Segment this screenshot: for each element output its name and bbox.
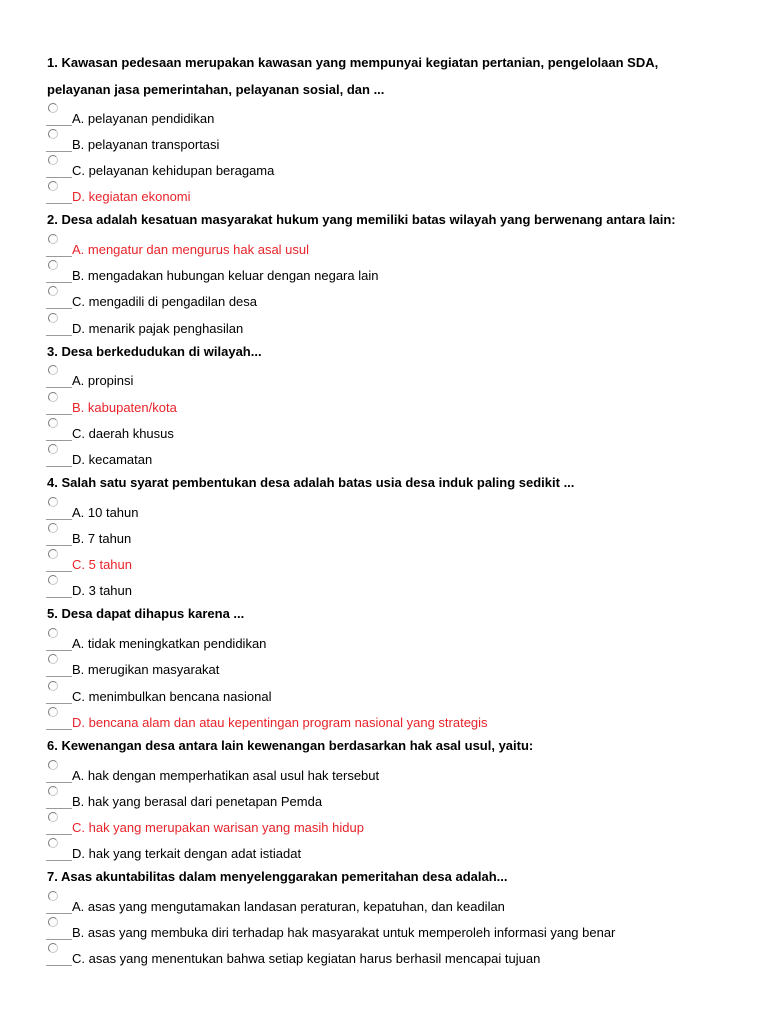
option-1a[interactable] — [46, 102, 746, 128]
radio-button[interactable] — [46, 496, 72, 522]
radio-circle-icon — [48, 444, 58, 454]
radio-circle-icon — [48, 260, 58, 270]
option-6a[interactable] — [46, 759, 746, 785]
option-label: B. 7 tahun — [72, 531, 132, 546]
option-4b[interactable] — [46, 522, 746, 548]
option-label: B. asas yang membuka diri terhadap hak masyarakat untuk memperoleh informasi yang benar — [72, 925, 616, 940]
option-label: A. asas yang mengutamakan landasan peraturan, kepatuhan, dan keadilan — [72, 899, 505, 914]
radio-circle-icon — [48, 786, 58, 796]
radio-circle-icon — [48, 917, 58, 927]
option-3c[interactable] — [46, 417, 746, 443]
radio-button[interactable] — [46, 916, 72, 942]
radio-button[interactable] — [46, 785, 72, 811]
option-5c[interactable] — [46, 680, 746, 706]
radio-button[interactable] — [46, 706, 72, 732]
radio-circle-icon — [48, 707, 58, 717]
option-label-correct: B. kabupaten/kota — [72, 400, 177, 415]
question-1-continued: pelayanan jasa pemerintahan, pelayanan sosial, dan ... — [47, 82, 385, 97]
option-label: D. menarik pajak penghasilan — [72, 321, 244, 336]
option-label: B. hak yang berasal dari penetapan Pemda — [72, 794, 323, 809]
radio-button[interactable] — [46, 574, 72, 600]
option-4d[interactable] — [46, 574, 746, 600]
option-6c[interactable] — [46, 811, 746, 837]
radio-circle-icon — [48, 628, 58, 638]
option-label: D. 3 tahun — [72, 583, 132, 598]
option-4c[interactable] — [46, 548, 746, 574]
question-3: 3. Desa berkedudukan di wilayah... — [47, 344, 262, 359]
option-label: A. tidak meningkatkan pendidikan — [72, 636, 267, 651]
option-label: D. kecamatan — [72, 452, 153, 467]
option-label: A. hak dengan memperhatikan asal usul hak tersebut — [72, 768, 380, 783]
option-5a[interactable] — [46, 627, 746, 653]
option-1c[interactable] — [46, 154, 746, 180]
radio-button[interactable] — [46, 391, 72, 417]
option-label: C. mengadili di pengadilan desa — [72, 294, 258, 309]
radio-circle-icon — [48, 497, 58, 507]
option-label: B. merugikan masyarakat — [72, 662, 220, 677]
radio-button[interactable] — [46, 233, 72, 259]
option-label-correct: C. hak yang merupakan warisan yang masih hidup — [72, 820, 364, 835]
radio-circle-icon — [48, 943, 58, 953]
option-2b[interactable] — [46, 259, 746, 285]
option-label-correct: D. kegiatan ekonomi — [72, 189, 191, 204]
option-label: C. daerah khusus — [72, 426, 174, 441]
radio-button[interactable] — [46, 942, 72, 968]
radio-button[interactable] — [46, 759, 72, 785]
option-label-correct: D. bencana alam dan atau kepentingan program nasional yang strategis — [72, 715, 488, 730]
option-5d[interactable] — [46, 706, 746, 732]
radio-circle-icon — [48, 654, 58, 664]
radio-circle-icon — [48, 129, 58, 139]
radio-circle-icon — [48, 103, 58, 113]
radio-button[interactable] — [46, 627, 72, 653]
radio-button[interactable] — [46, 259, 72, 285]
radio-circle-icon — [48, 891, 58, 901]
radio-button[interactable] — [46, 443, 72, 469]
radio-circle-icon — [48, 418, 58, 428]
radio-circle-icon — [48, 286, 58, 296]
question-7: 7. Asas akuntabilitas dalam menyelenggarakan pemeritahan desa adalah... — [47, 869, 508, 884]
option-1d[interactable] — [46, 180, 746, 206]
option-5b[interactable] — [46, 653, 746, 679]
question-2: 2. Desa adalah kesatuan masyarakat hukum yang memiliki batas wilayah yang berwenang antara lain: — [47, 212, 676, 227]
radio-circle-icon — [48, 838, 58, 848]
radio-button[interactable] — [46, 128, 72, 154]
question-6: 6. Kewenangan desa antara lain kewenangan berdasarkan hak asal usul, yaitu: — [47, 738, 534, 753]
option-label: A. propinsi — [72, 373, 134, 388]
option-label: B. mengadakan hubungan keluar dengan negara lain — [72, 268, 379, 283]
radio-circle-icon — [48, 812, 58, 822]
radio-circle-icon — [48, 549, 58, 559]
option-4a[interactable] — [46, 496, 746, 522]
option-2a[interactable] — [46, 233, 746, 259]
radio-button[interactable] — [46, 417, 72, 443]
option-label-correct: C. 5 tahun — [72, 557, 132, 572]
radio-circle-icon — [48, 365, 58, 375]
radio-circle-icon — [48, 681, 58, 691]
radio-button[interactable] — [46, 522, 72, 548]
option-2c[interactable] — [46, 285, 746, 311]
radio-button[interactable] — [46, 285, 72, 311]
option-label: C. asas yang menentukan bahwa setiap kegiatan harus berhasil mencapai tujuan — [72, 951, 541, 966]
radio-button[interactable] — [46, 364, 72, 390]
radio-button[interactable] — [46, 180, 72, 206]
option-label: D. hak yang terkait dengan adat istiadat — [72, 846, 302, 861]
radio-button[interactable] — [46, 811, 72, 837]
option-label: C. pelayanan kehidupan beragama — [72, 163, 275, 178]
radio-circle-icon — [48, 760, 58, 770]
radio-button[interactable] — [46, 312, 72, 338]
radio-button[interactable] — [46, 548, 72, 574]
option-7b[interactable] — [46, 916, 746, 942]
radio-circle-icon — [48, 181, 58, 191]
option-label: A. 10 tahun — [72, 505, 139, 520]
option-3b[interactable] — [46, 391, 746, 417]
option-label: C. menimbulkan bencana nasional — [72, 689, 272, 704]
radio-button[interactable] — [46, 102, 72, 128]
option-label: A. pelayanan pendidikan — [72, 111, 215, 126]
radio-circle-icon — [48, 313, 58, 323]
option-7a[interactable] — [46, 890, 746, 916]
radio-circle-icon — [48, 575, 58, 585]
question-4: 4. Salah satu syarat pembentukan desa adalah batas usia desa induk paling sedikit ... — [47, 475, 575, 490]
option-2d[interactable] — [46, 312, 746, 338]
option-7c[interactable] — [46, 942, 746, 968]
question-1: 1. Kawasan pedesaan merupakan kawasan yang mempunyai kegiatan pertanian, pengelolaan SDA, — [47, 55, 659, 70]
radio-circle-icon — [48, 155, 58, 165]
radio-circle-icon — [48, 234, 58, 244]
option-6b[interactable] — [46, 785, 746, 811]
question-5: 5. Desa dapat dihapus karena ... — [47, 606, 245, 621]
radio-button[interactable] — [46, 837, 72, 863]
radio-button[interactable] — [46, 890, 72, 916]
option-3d[interactable] — [46, 443, 746, 469]
radio-button[interactable] — [46, 154, 72, 180]
option-1b[interactable] — [46, 128, 746, 154]
option-3a[interactable] — [46, 364, 746, 390]
option-6d[interactable] — [46, 837, 746, 863]
radio-button[interactable] — [46, 653, 72, 679]
radio-circle-icon — [48, 392, 58, 402]
option-label: B. pelayanan transportasi — [72, 137, 220, 152]
radio-circle-icon — [48, 523, 58, 533]
option-label-correct: A. mengatur dan mengurus hak asal usul — [72, 242, 310, 257]
radio-button[interactable] — [46, 680, 72, 706]
